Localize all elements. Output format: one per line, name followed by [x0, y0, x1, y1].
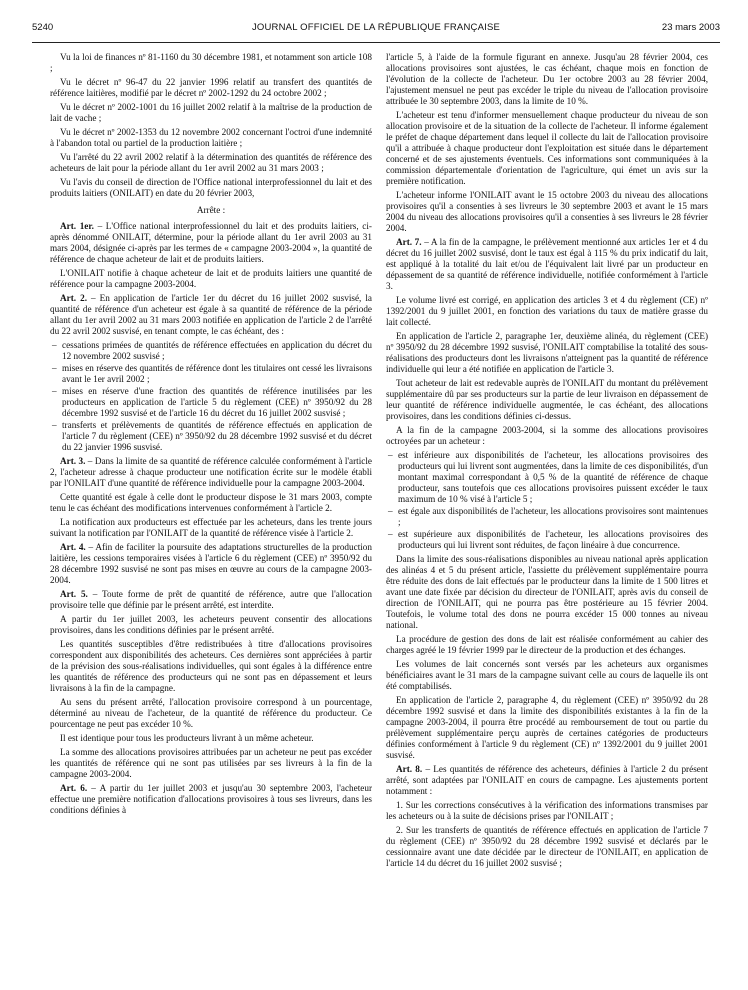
list-item: – transferts et prélèvements de quantités de référence effectués en application de l'article 7 du règlement (CEE) nº 3950/92 du 28 décembre 1992 susvisé et du décret du 22 janvier 1996 susvisé. — [62, 420, 372, 453]
article-text: – Afin de faciliter la poursuite des adaptations structurelles de la production laitière, les cessions temporaires visées à l'article 6 du règlement (CEE) nº 3950/92 du 28 décembre 1992 susvisé ne sont pas mises en œuvre au cours de la campagne 2003-2004. — [50, 542, 372, 585]
visa-paragraph: Vu la loi de finances nº 81-1160 du 30 décembre 1981, et notamment son article 108 ; — [50, 52, 372, 73]
visa-paragraph: Vu le décret nº 2002-1353 du 12 novembre 2002 concernant l'octroi d'une indemnité à l'abandon total ou partiel de la production laitière ; — [50, 127, 372, 148]
paragraph: Il est identique pour tous les producteurs livrant à un même acheteur. — [60, 733, 314, 743]
page-number: 5240 — [32, 22, 54, 33]
arrete-heading: Arrête : — [196, 205, 226, 215]
paragraph: En application de l'article 2, paragraphe 4, du règlement (CEE) nº 3950/92 du 28 décembre 1992 susvisé et dans la limite des disponibilités existantes à la fin de la campagne 2003-2004, il pourra être procédé au remboursement de tout ou partie du prélèvement supplémentaire perçu auprès de certaines catégories de producteurs définies conformément à l'article 9 du règlement (CE) nº 1392/2001 du 9 juillet 2001 susvisé. — [386, 695, 708, 760]
list-item: – est égale aux disponibilités de l'acheteur, les allocations provisoires sont maintenues ; — [398, 506, 708, 528]
article-text: – L'Office national interprofessionnel du lait et des produits laitiers, ci-après dénommé ONILAIT, détermine, pour la période allant du 1er avril 2003 au 31 mars 2004, désignée ci-après par les termes de « campagne 2003-2004 », la quantité de référence de chaque acheteur de lait et de produits laitiers. — [50, 221, 372, 264]
article-label: Art. 8. — [396, 764, 423, 774]
article-2-list — [50, 340, 372, 453]
article-label: Art. 2. — [60, 293, 87, 303]
article-text: – Toute forme de prêt de quantité de référence, autre que l'allocation provisoire telle que définie par le présent arrêté, est interdite. — [50, 589, 372, 610]
page-header — [32, 22, 720, 38]
paragraph: En application de l'article 2, paragraphe 1er, deuxième alinéa, du règlement (CEE) nº 3950/92 du 28 décembre 1992 susvisé, l'ONILAIT comptabilise la totalité des sous-réalisations des producteurs dont les livraisons n'atteignent pas la quantité de référence individuelle qui leur a été notifiée en application de l'article 3. — [386, 331, 708, 374]
article-label: Art. 3. — [60, 456, 86, 466]
article-7 — [386, 237, 708, 292]
article-label: Art. 4. — [60, 542, 86, 552]
article-label: Art. 1er. — [60, 221, 94, 231]
article-1 — [50, 221, 372, 265]
article-6 — [50, 783, 372, 816]
visa-paragraph: Vu le décret nº 96-47 du 22 janvier 1996 relatif au transfert des quantités de référence laitières, modifié par le décret nº 2002-1292 du 24 octobre 2002 ; — [50, 77, 372, 98]
issue-date: 23 mars 2003 — [661, 22, 720, 33]
paragraph: Le volume livré est corrigé, en application des articles 3 et 4 du règlement (CE) nº 1392/2001 du 9 juillet 2001, en fonction des variations du taux de matière grasse du lait collecté. — [386, 295, 708, 327]
article-text: – A la fin de la campagne, le prélèvement mentionné aux articles 1er et 4 du décret du 16 juillet 2002 susvisé, dont le taux est égal à 115 % du prix indicatif du lait, est appliqué à la totalité du lait et/ou de l'équivalent lait livré par un producteur en dépassement de sa quantité de référence individuelle, notifiée conformément à l'article 3. — [386, 237, 708, 291]
paragraph: La somme des allocations provisoires attribuées par un acheteur ne peut pas excéder les quantités de référence qui ne sont pas utilisées par ses livreurs à la fin de la campagne 2003-2004. — [50, 747, 372, 779]
article-label: Art. 5. — [60, 589, 88, 599]
paragraph: A partir du 1er juillet 2003, les acheteurs peuvent consentir des allocations provisoires, dans les conditions définies par le présent arrêté. — [50, 614, 372, 635]
paragraph: L'acheteur informe l'ONILAIT avant le 15 octobre 2003 du niveau des allocations provisoires qu'il a consenties à ses livreurs le 30 septembre 2003 et avant le 15 mars 2004 du niveau des allocations provisoires qu'il a consenties à ses livreurs le 28 février 2004. — [386, 190, 708, 233]
paragraph: Au sens du présent arrêté, l'allocation provisoire correspond à un pourcentage, déterminé au niveau de l'acheteur, de la quantité de référence du producteur. Ce pourcentage ne peut pas excéder 10 %. — [50, 697, 372, 729]
list-item: – est inférieure aux disponibilités de l'acheteur, les allocations provisoires des producteurs qui lui livrent sont augmentées, dans la limite de ces disponibilités, d'un montant maximal correspondant à 0,5 % de la quantité de référence de chaque producteur, sans toutefois que ces allocations provisoires puissent excéder le taux maximum de 10 % visé à l'article 5 ; — [398, 450, 708, 505]
right-column — [386, 52, 708, 872]
paragraph: Tout acheteur de lait est redevable auprès de l'ONILAIT du montant du prélèvement supplémentaire dû par ses producteurs sur la partie de leur livraison en dépassement de leur quantité de référence individuelle augmentée, le cas échéant, des allocations provisoires, dans les conditions définies ci-dessus. — [386, 378, 708, 421]
list-item: – mises en réserve des quantités de référence dont les titulaires ont cessé les livraisons avant le 1er avril 2002 ; — [62, 363, 372, 385]
paragraph: 1. Sur les corrections consécutives à la vérification des informations transmises par les acheteurs ou à la suite de décisions prises par l'ONILAIT ; — [386, 800, 708, 821]
paragraph: La notification aux producteurs est effectuée par les acheteurs, dans les trente jours suivant la notification par l'ONILAIT de la quantité de référence visée à l'article 2. — [50, 517, 372, 538]
paragraph: L'acheteur est tenu d'informer mensuellement chaque producteur du niveau de son allocation provisoire et de la situation de la collecte de l'acheteur. Il informe également le préfet de chaque département dans lequel il collecte du lait de l'allocation provisoire qu'il a attribuée à chaque producteur dont l'exploitation est située dans le département concerné et de ses ajustements éventuels. Ces informations sont communiquées à la commission départementale d'orientation de l'agriculture, qui émet un avis sur la première notification. — [386, 110, 708, 186]
list-item: – est supérieure aux disponibilités de l'acheteur, les allocations provisoires des producteurs qui lui livrent sont réduites, de façon linéaire à due concurrence. — [398, 529, 708, 551]
paragraph: A la fin de la campagne 2003-2004, si la somme des allocations provisoires octroyées par un acheteur : — [386, 425, 708, 446]
paragraph: Dans la limite des sous-réalisations disponibles au niveau national après application des alinéas 4 et 5 du présent article, l'assiette du prélèvement supplémentaire pourra être réduite des dons de lait effectués par le producteur dans la limite de 1 500 litres et avant une date fixée par décision du directeur de l'ONILAIT, après avis du conseil de direction de l'ONILAIT, qui ne pourra pas être postérieure au 15 février 2004. Toutefois, le volume total des dons ne pourra excéder 15 000 tonnes au niveau national. — [386, 554, 708, 630]
paragraph: 2. Sur les transferts de quantités de référence effectués en application de l'article 7 du règlement (CEE) nº 3950/92 du 28 décembre 1992 susvisé et déclarés par le cessionnaire avant une date décidée par le directeur de l'ONILAIT, en application de l'article 14 du décret du 16 juillet 2002 susvisé ; — [386, 825, 708, 868]
article-text: – A partir du 1er juillet 2003 et jusqu'au 30 septembre 2003, l'acheteur effectue une première notification d'allocations provisoires à tous ses livreurs, dans les conditions définies à — [50, 783, 372, 815]
paragraph: l'article 5, à l'aide de la formule figurant en annexe. Jusqu'au 28 février 2004, ces allocations provisoires sont ajustées, le cas échéant, chaque mois en fonction de l'évolution de la collecte de l'acheteur. Du 1er octobre 2003 au 28 février 2004, l'ajustement mensuel ne peut pas excéder le triple du niveau de l'allocation provisoire attribuée le 30 septembre 2003, dans la limite de 10 %. — [386, 52, 708, 106]
article-text: – Les quantités de référence des acheteurs, définies à l'article 2 du présent arrêté, sont adaptées par l'ONILAIT en cours de campagne. Les ajustements portent notamment : — [386, 764, 708, 796]
article-label: Art. 6. — [60, 783, 88, 793]
visa-paragraph: Vu l'avis du conseil de direction de l'Office national interprofessionnel du lait et des produits laitiers (ONILAIT) en date du 20 février 2003, — [50, 177, 372, 198]
article-text: – En application de l'article 1er du décret du 16 juillet 2002 susvisé, la quantité de référence d'un acheteur est égale à sa quantité de référence de la période allant du 1er avril 2002 au 31 mars 2003 notifiée en application de l'article 2 de l'arrêté du 22 avril 2002 susvisé, en tenant compte, le cas échéant, des : — [50, 293, 372, 336]
paragraph: Les quantités susceptibles d'être redistribuées à titre d'allocations provisoires correspondent aux disponibilités des acheteurs. Ces dernières sont appréciées à partir de la prévision des sous-réalisations individuelles, qui sont égales à la différence entre les quantités de référence des producteurs qui ne sont pas en dépassement et leurs livraisons à la fin de la campagne. — [50, 639, 372, 693]
journal-title: JOURNAL OFFICIEL DE LA RÉPUBLIQUE FRANÇAISE — [251, 22, 501, 33]
header-rule — [32, 42, 720, 43]
paragraph: L'ONILAIT notifie à chaque acheteur de lait et de produits laitiers une quantité de référence pour la campagne 2003-2004. — [50, 268, 372, 289]
visa-paragraph: Vu le décret nº 2002-1001 du 16 juillet 2002 relatif à la maîtrise de la production de lait de vache ; — [50, 102, 372, 123]
article-7-list — [386, 450, 708, 551]
article-4 — [50, 542, 372, 586]
article-text: – Dans la limite de sa quantité de référence calculée conformément à l'article 2, l'acheteur adresse à chaque producteur une notification écrite sur le modèle établi par l'ONILAIT d'une quantité de référence individuelle pour la campagne 2003-2004. — [50, 456, 372, 488]
paragraph: Les volumes de lait concernés sont versés par les acheteurs aux organismes bénéficiaires avant le 31 mars de la campagne suivant celle au cours de laquelle ils ont été comptabilisés. — [386, 659, 708, 691]
article-label: Art. 7. — [396, 237, 422, 247]
article-3 — [50, 456, 372, 489]
list-item: – cessations primées de quantités de référence effectuées en application du décret du 12 novembre 2002 susvisé ; — [62, 340, 372, 362]
visa-paragraph: Vu l'arrêté du 22 avril 2002 relatif à la détermination des quantités de référence des acheteurs de lait pour la période allant du 1er avril 2002 au 31 mars 2003 ; — [50, 152, 372, 173]
article-5 — [50, 589, 372, 611]
list-item: – mises en réserve d'une fraction des quantités de référence inutilisées par les producteurs en application de l'article 5 du règlement (CEE) nº 3950/92 du 28 décembre 1992 susvisé et de l'article 16 du décret du 16 juillet 2002 susvisé ; — [62, 386, 372, 419]
paragraph: La procédure de gestion des dons de lait est réalisée conformément au cahier des charges agréé le 19 février 1999 par le directeur de la production et des échanges. — [386, 634, 708, 655]
paragraph: Cette quantité est égale à celle dont le producteur dispose le 31 mars 2003, compte tenu le cas échéant des modifications intervenues conformément à l'article 2. — [50, 492, 372, 513]
article-8 — [386, 764, 708, 797]
article-2 — [50, 293, 372, 337]
left-column — [50, 52, 372, 819]
